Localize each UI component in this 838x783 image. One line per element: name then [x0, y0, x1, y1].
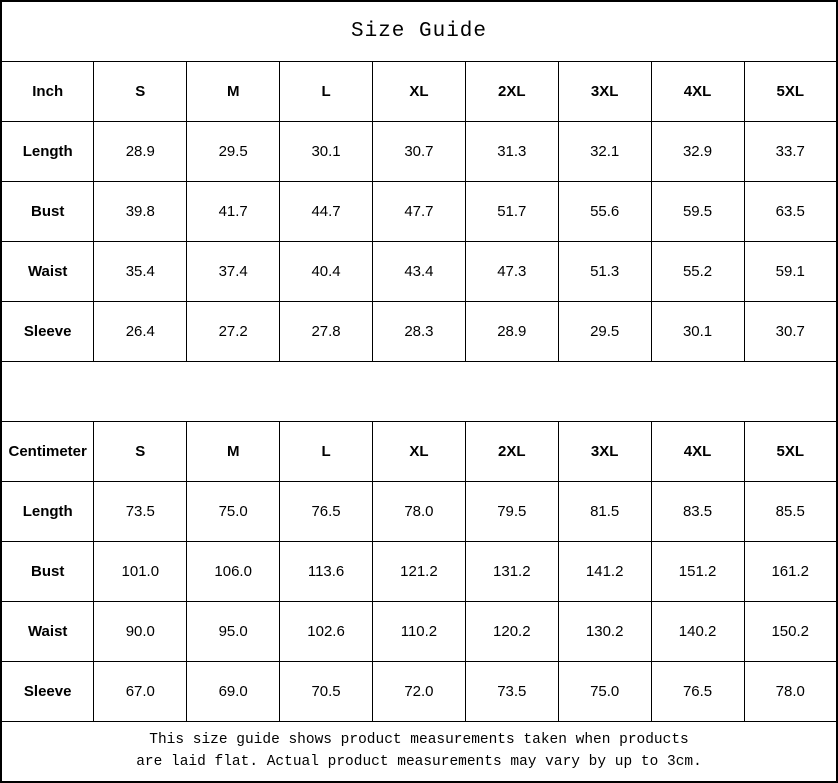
- table-row: [1, 601, 837, 661]
- value-cell: 44.7: [280, 181, 373, 241]
- inch-header-row: [1, 61, 837, 121]
- size-col-header: M: [187, 421, 280, 481]
- size-col-header: M: [187, 61, 280, 121]
- value-cell: 130.2: [558, 601, 651, 661]
- row-label-waist-inch: Waist: [1, 241, 94, 301]
- value-cell: 30.7: [744, 301, 837, 361]
- value-cell: 27.2: [187, 301, 280, 361]
- row-label-sleeve-inch: Sleeve: [1, 301, 94, 361]
- cm-header-row: [1, 421, 837, 481]
- footer-row: [1, 721, 837, 782]
- value-cell: 33.7: [744, 121, 837, 181]
- value-cell: 90.0: [94, 601, 187, 661]
- value-cell: 151.2: [651, 541, 744, 601]
- row-label-sleeve-cm: Sleeve: [1, 661, 94, 721]
- value-cell: 63.5: [744, 181, 837, 241]
- value-cell: 140.2: [651, 601, 744, 661]
- spacer-cell: [1, 361, 837, 421]
- value-cell: 78.0: [744, 661, 837, 721]
- value-cell: 26.4: [94, 301, 187, 361]
- value-cell: 30.1: [280, 121, 373, 181]
- value-cell: 41.7: [187, 181, 280, 241]
- table-row: [1, 301, 837, 361]
- value-cell: 39.8: [94, 181, 187, 241]
- title-row: [1, 1, 837, 61]
- size-col-header: 4XL: [651, 421, 744, 481]
- value-cell: 32.9: [651, 121, 744, 181]
- value-cell: 131.2: [465, 541, 558, 601]
- value-cell: 72.0: [373, 661, 466, 721]
- value-cell: 110.2: [373, 601, 466, 661]
- row-label-bust-cm: Bust: [1, 541, 94, 601]
- value-cell: 106.0: [187, 541, 280, 601]
- size-col-header: XL: [373, 421, 466, 481]
- value-cell: 85.5: [744, 481, 837, 541]
- row-label-length-cm: Length: [1, 481, 94, 541]
- row-label-waist-cm: Waist: [1, 601, 94, 661]
- unit-header-inch: Inch: [1, 61, 94, 121]
- footer-note-line1: This size guide shows product measurements taken when products: [149, 731, 689, 748]
- value-cell: 55.2: [651, 241, 744, 301]
- size-col-header: L: [280, 61, 373, 121]
- size-col-header: 2XL: [465, 61, 558, 121]
- value-cell: 73.5: [94, 481, 187, 541]
- value-cell: 59.1: [744, 241, 837, 301]
- value-cell: 55.6: [558, 181, 651, 241]
- value-cell: 37.4: [187, 241, 280, 301]
- value-cell: 51.3: [558, 241, 651, 301]
- page-title: Size Guide: [1, 1, 837, 61]
- value-cell: 51.7: [465, 181, 558, 241]
- table-row: [1, 121, 837, 181]
- value-cell: 76.5: [651, 661, 744, 721]
- value-cell: 75.0: [187, 481, 280, 541]
- value-cell: 47.7: [373, 181, 466, 241]
- value-cell: 76.5: [280, 481, 373, 541]
- unit-header-centimeter: Centimeter: [1, 421, 94, 481]
- value-cell: 30.1: [651, 301, 744, 361]
- value-cell: 78.0: [373, 481, 466, 541]
- value-cell: 73.5: [465, 661, 558, 721]
- row-label-length-inch: Length: [1, 121, 94, 181]
- value-cell: 67.0: [94, 661, 187, 721]
- size-col-header: XL: [373, 61, 466, 121]
- table-row: [1, 181, 837, 241]
- table-row: [1, 541, 837, 601]
- footer-note: [1, 721, 837, 782]
- size-col-header: L: [280, 421, 373, 481]
- value-cell: 32.1: [558, 121, 651, 181]
- value-cell: 28.3: [373, 301, 466, 361]
- value-cell: 47.3: [465, 241, 558, 301]
- footer-note-line2: are laid flat. Actual product measurements may vary by up to 3cm.: [136, 754, 702, 771]
- size-col-header: 4XL: [651, 61, 744, 121]
- value-cell: 27.8: [280, 301, 373, 361]
- value-cell: 113.6: [280, 541, 373, 601]
- size-col-header: 2XL: [465, 421, 558, 481]
- value-cell: 43.4: [373, 241, 466, 301]
- spacer-row: [1, 361, 837, 421]
- value-cell: 28.9: [94, 121, 187, 181]
- table-row: [1, 241, 837, 301]
- size-col-header: 3XL: [558, 421, 651, 481]
- value-cell: 75.0: [558, 661, 651, 721]
- row-label-bust-inch: Bust: [1, 181, 94, 241]
- value-cell: 30.7: [373, 121, 466, 181]
- size-col-header: S: [94, 421, 187, 481]
- value-cell: 59.5: [651, 181, 744, 241]
- value-cell: 120.2: [465, 601, 558, 661]
- value-cell: 40.4: [280, 241, 373, 301]
- value-cell: 121.2: [373, 541, 466, 601]
- table-row: [1, 481, 837, 541]
- value-cell: 150.2: [744, 601, 837, 661]
- value-cell: 31.3: [465, 121, 558, 181]
- value-cell: 28.9: [465, 301, 558, 361]
- size-col-header: S: [94, 61, 187, 121]
- value-cell: 69.0: [187, 661, 280, 721]
- value-cell: 70.5: [280, 661, 373, 721]
- value-cell: 101.0: [94, 541, 187, 601]
- value-cell: 102.6: [280, 601, 373, 661]
- value-cell: 79.5: [465, 481, 558, 541]
- size-col-header: 5XL: [744, 61, 837, 121]
- size-col-header: 3XL: [558, 61, 651, 121]
- value-cell: 29.5: [187, 121, 280, 181]
- size-col-header: 5XL: [744, 421, 837, 481]
- value-cell: 81.5: [558, 481, 651, 541]
- value-cell: 83.5: [651, 481, 744, 541]
- value-cell: 35.4: [94, 241, 187, 301]
- value-cell: 95.0: [187, 601, 280, 661]
- value-cell: 29.5: [558, 301, 651, 361]
- value-cell: 161.2: [744, 541, 837, 601]
- table-row: [1, 661, 837, 721]
- value-cell: 141.2: [558, 541, 651, 601]
